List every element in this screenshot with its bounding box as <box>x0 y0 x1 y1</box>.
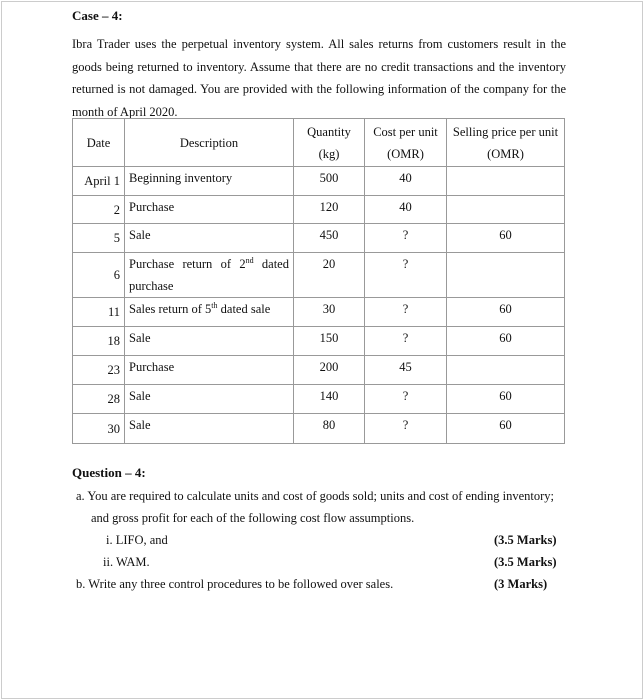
question-ii: ii. WAM. <box>103 555 150 569</box>
table-row <box>73 356 565 385</box>
cell-quantity: 20 <box>294 253 365 298</box>
cell-description: Sale <box>125 327 294 356</box>
cell-selling: 60 <box>447 327 565 356</box>
header-cost: Cost per unit (OMR) <box>365 119 447 167</box>
cell-description: Sale <box>125 385 294 414</box>
table-row <box>73 298 565 327</box>
table-row <box>73 327 565 356</box>
cell-date: 11 <box>73 298 125 327</box>
cell-selling: 60 <box>447 224 565 253</box>
cell-date: 18 <box>73 327 125 356</box>
cell-date: 6 <box>73 253 125 298</box>
table-row <box>73 196 565 224</box>
ordinal-suffix: nd <box>245 255 254 265</box>
cell-cost: ? <box>365 327 447 356</box>
header-quantity: Quantity (kg) <box>294 119 365 167</box>
cell-selling: 60 <box>447 385 565 414</box>
cell-selling <box>447 196 565 224</box>
cell-selling <box>447 167 565 196</box>
cell-cost: 40 <box>365 196 447 224</box>
cell-selling <box>447 356 565 385</box>
cell-quantity: 150 <box>294 327 365 356</box>
table-row <box>73 385 565 414</box>
header-selling: Selling price per unit (OMR) <box>447 119 565 167</box>
cell-date: 30 <box>73 414 125 444</box>
header-description: Description <box>125 119 294 167</box>
cell-description: Sale <box>125 414 294 444</box>
question-i: i. LIFO, and <box>106 533 168 547</box>
question-a-cont: and gross profit for each of the following cost flow assumptions. <box>91 511 415 525</box>
cell-description: Purchase <box>125 356 294 385</box>
table-row <box>73 224 565 253</box>
cell-cost: ? <box>365 298 447 327</box>
case-title: Case – 4: <box>72 8 123 23</box>
cell-selling: 60 <box>447 414 565 444</box>
table-header <box>73 119 565 167</box>
cell-quantity: 200 <box>294 356 365 385</box>
inventory-table <box>72 118 565 444</box>
cell-description: Purchase <box>125 196 294 224</box>
question-title: Question – 4: <box>72 465 146 480</box>
cell-cost: 45 <box>365 356 447 385</box>
table-row <box>73 167 565 196</box>
cell-date: 2 <box>73 196 125 224</box>
question-b: b. Write any three control procedures to be followed over sales. <box>76 577 394 591</box>
cell-cost: ? <box>365 253 447 298</box>
table-row <box>73 414 565 444</box>
cell-quantity: 120 <box>294 196 365 224</box>
question-ii-marks: (3.5 Marks) <box>494 555 557 569</box>
question-i-marks: (3.5 Marks) <box>494 533 557 547</box>
cell-description: Beginning inventory <box>125 167 294 196</box>
cell-date: 28 <box>73 385 125 414</box>
cell-cost: ? <box>365 224 447 253</box>
cell-cost: ? <box>365 385 447 414</box>
cell-selling: 60 <box>447 298 565 327</box>
ordinal-suffix: th <box>211 300 218 310</box>
question-a: a. You are required to calculate units and cost of goods sold; units and cost of ending inventory; <box>76 489 555 503</box>
cell-quantity: 80 <box>294 414 365 444</box>
cell-selling <box>447 253 565 298</box>
cell-cost: 40 <box>365 167 447 196</box>
cell-date: 23 <box>73 356 125 385</box>
table-row <box>73 253 565 298</box>
cell-quantity: 140 <box>294 385 365 414</box>
cell-description: Sales return of 5th dated sale <box>125 298 294 327</box>
cell-cost: ? <box>365 414 447 444</box>
question-b-marks: (3 Marks) <box>494 577 548 591</box>
cell-date: 5 <box>73 224 125 253</box>
cell-quantity: 30 <box>294 298 365 327</box>
case-intro: Ibra Trader uses the perpetual inventory system. All sales returns from customers result in the goods being returned to inventory. Assume that there are no credit transactions and the inventory returned is not damaged. You are provided with the following information of the company for the month of April 2020. <box>72 37 566 119</box>
cell-quantity: 500 <box>294 167 365 196</box>
cell-description: Sale <box>125 224 294 253</box>
cell-date: April 1 <box>73 167 125 196</box>
cell-description: Purchase return of 2nd dated purchase <box>125 253 294 298</box>
header-date: Date <box>73 119 125 167</box>
cell-quantity: 450 <box>294 224 365 253</box>
